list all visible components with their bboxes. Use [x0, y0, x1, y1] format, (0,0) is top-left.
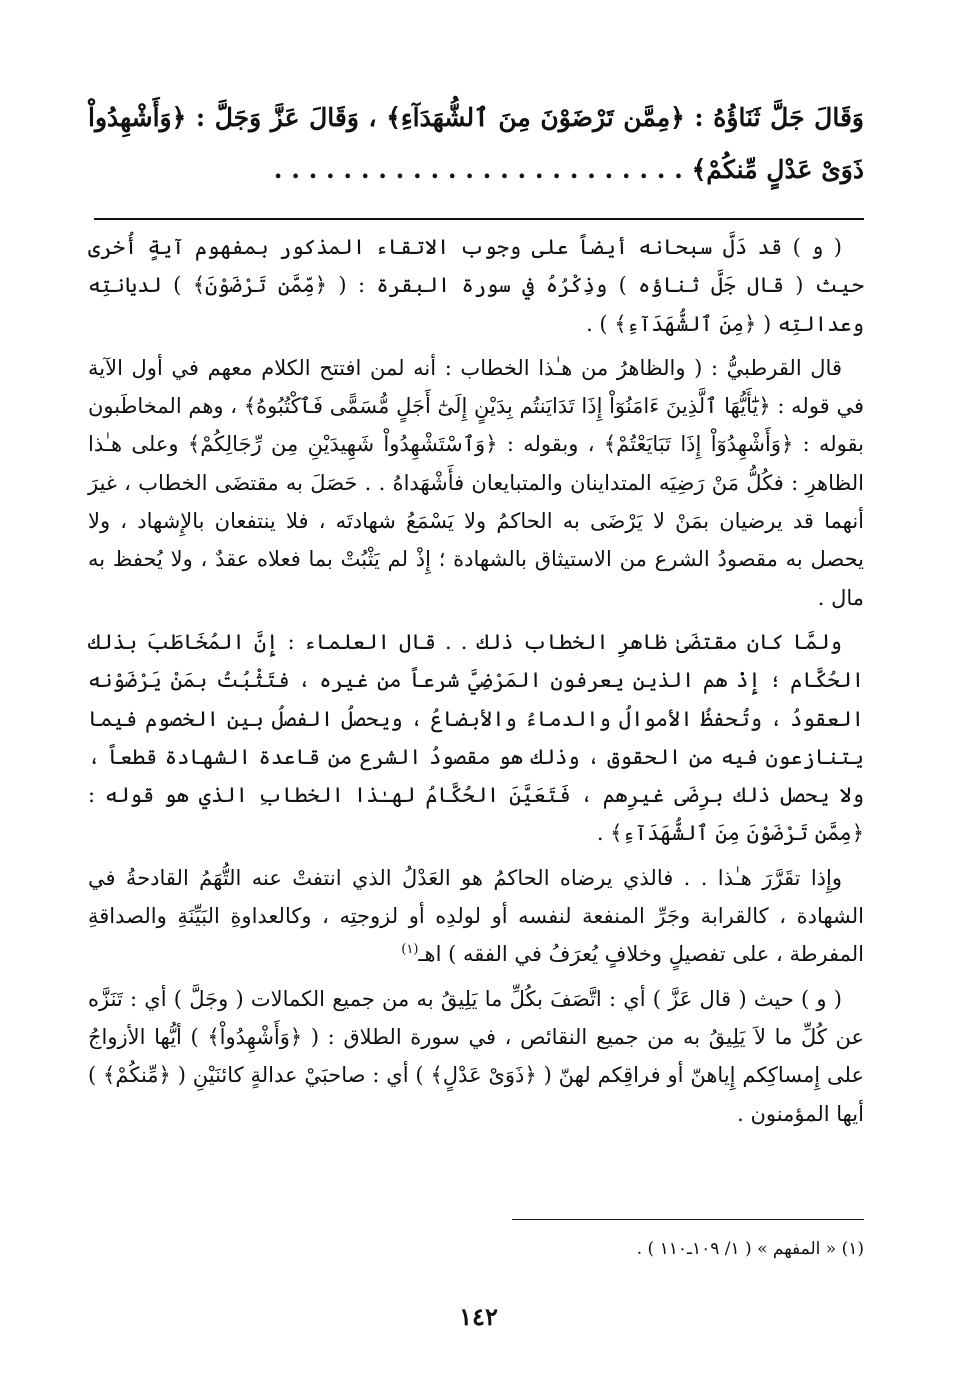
matn-sentence: وَقَالَ جَلَّ ثَنَاؤُهُ : ﴿مِمَّن تَرْضَوْنَ مِنَ ٱلشُّهَدَآءِ﴾ ، وَقَالَ عَزَّ وَجَلَّ : ﴿وَأَشْهِدُواْ ذَوَىْ عَدْلٍ مِّنكُمْ﴾ . — [88, 103, 864, 184]
footnote-reference: (١) — [401, 942, 419, 958]
commentary-paragraph-4 — [88, 859, 864, 974]
commentary-paragraph-5: ( و ) حيث ( قال عَزَّ ) أي : اتَّصَفَ بكُلِّ ما يَلِيقُ به من جميع الكمالات ( وجَلَّ ) أي : تَنَزَّه عن كُلِّ ما لاَ يَلِيقُ به من جميع النقائص ، في سورة الطلاق : ( ﴿وَأَشْهِدُواْ﴾ ) أيُّها الأزواجُ على إِمساكِكم إِياهنّ أو فراقِكم لهنّ ( ﴿ذَوَىْ عَدْلٍ﴾ ) أي : صاحبَيْ عدالةٍ كائنَيْنِ ( ﴿مِّنكُمْ﴾ ) أيها المؤمنون . — [88, 986, 864, 1126]
footnote: (١) « المفهم » ( ١/ ١٠٩ـ١١٠ ) . — [636, 1239, 864, 1259]
matn-dots: . . . . . . . . . . . . . . . . . . . . . . . — [273, 155, 666, 184]
commentary — [88, 228, 864, 1133]
page-number: ١٤٢ — [459, 1302, 498, 1331]
matn-separator — [94, 218, 864, 220]
commentary-paragraph-1: ( و ) قد دَلَّ سبحانه أيضاً على وجوب الاتقاء المذكور بمفهوم آيةٍ أُخرى حيث ( قال جَلَّ ثناؤه ) وذِكْرُهُ في سورة البقرة : ( ﴿مِّمَّن تَرْضَوْنَ﴾ ) لديانتِه وعدالتِه ( ﴿مِنَ ٱلشُّهَدَآءِ﴾ ) . — [88, 235, 864, 336]
page-body — [88, 92, 864, 1133]
paragraph-4-text: وإِذا تقَرَّرَ هـٰذا . . فالذي يرضاه الحاكمُ هو العَدْلُ الذي انتفتْ عنه التُّهَمُ القادحةُ في الشهادة ، كالقرابة وجَرِّ المنفعة لنفسه أو لولدِه أو لزوجتِه ، وكالعداوةِ البَيِّنَةِ والصداقةِ المفرطة ، على تفصيلٍ وخلافٍ يُعرَفُ في الفقه ) اهـ — [88, 865, 864, 967]
commentary-paragraph-3: ولمَّا كان مقتضَىٰ ظاهرِ الخطاب ذلك . . قال العلماء : إِنَّ المُخَاطَبَ بذلك الحُكَّام ؛ إِذْ هم الذين يعرفون المَرْضِيَّ شرعاً من غيره ، فتَثْبُتُ بمَنْ يَرْضَوْنه العقودُ ، وتُحفظُ الأموالُ والدماءُ والأبضاعُ ، ويحصلُ الفصلُ بين الخصوم فيما يتنازعون فيه من الحقوق ، وذلك هو مقصودُ الشرع من قاعدة الشهادة قطعاً ، ولا يحصل ذلك برِضَى غيرِهم ، فَتَعَيَّنَ الحُكَّامُ لهـٰذا الخطابِ الذي هو قوله : ﴿مِمَّن تَرْضَوْنَ مِنَ ٱلشُّهَدَآءِ﴾ . — [88, 629, 864, 846]
commentary-paragraph-2: قال القرطبيُّ : ( والظاهرُ من هـٰذا الخطاب : أنه لمن افتتح الكلام معهم في أول الآية في قوله : ﴿يَٰٓأَيُّهَا ٱلَّذِينَ ءَامَنُوٓاْ إِذَا تَدَايَنتُم بِدَيْنٍ إِلَىٰٓ أَجَلٍ مُّسَمًّى فَٱكْتُبُوهُ﴾ ، وهم المخاطَبون بقوله : ﴿وَأَشْهِدُوٓاْ إِذَا تَبَايَعْتُمْ﴾ ، وبقوله : ﴿وَٱسْتَشْهِدُواْ شَهِيدَيْنِ مِن رِّجَالِكُمْ﴾ وعلى هـٰذا الظاهرِ : فكُلُّ مَنْ رَضِيَه المتداينان والمتبايعان فأَشْهَداهُ . . حَصَلَ به مقتضَى الخطاب ، غيرَ أنهما قد يرضيان بمَنْ لا يَرْضَى به الحاكمُ ولا يَسْمَعُ شهادتَه ، فلا ينتفعان بالإِشهاد ، ولا يحصل به مقصودُ الشرع من الاستيثاق بالشهادة ؛ إِذْ لم يَثْبُتْ بما فعلاه عقدٌ ، ولا يُحفظ به مال . — [88, 355, 864, 610]
matn-text — [88, 92, 864, 196]
footnote-separator — [512, 1219, 864, 1220]
